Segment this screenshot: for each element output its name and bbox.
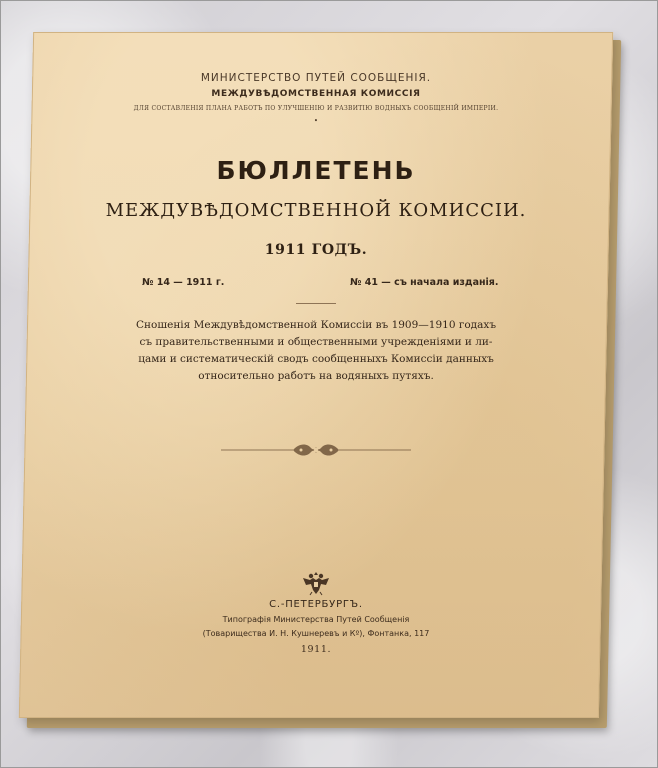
bulletin-year: 1911 ГОДЪ. — [264, 242, 368, 258]
double-headed-eagle-icon — [301, 570, 331, 596]
small-ornament-icon: • — [313, 117, 319, 125]
cover-content — [26, 32, 606, 718]
description-block — [81, 317, 551, 385]
commission-heading: МЕЖДУВѢДОМСТВЕННАЯ КОМИССІЯ — [211, 89, 421, 99]
issue-since-start: № 41 — съ начала изданія. — [350, 277, 499, 288]
divider-rule — [296, 303, 336, 304]
description-line: съ правительственными и общественными учрежденіями и ли- — [139, 336, 493, 348]
bulletin-subtitle: МЕЖДУВѢДОМСТВЕННОЙ КОМИССІИ. — [105, 200, 527, 221]
imprint-printer: Типографія Министерства Путей Сообщенія — [222, 615, 410, 624]
description-line: Сношенія Междувѣдомственной Комиссіи въ 1909—1910 годахъ — [135, 319, 496, 331]
imprint-year: 1911. — [300, 644, 332, 655]
pamphlet-cover — [19, 32, 613, 718]
issue-number: № 14 — 1911 г. — [142, 277, 225, 288]
ministry-heading: МИНИСТЕРСТВО ПУТЕЙ СООБЩЕНІЯ. — [200, 72, 432, 84]
decorative-ornament-icon — [221, 440, 411, 460]
bulletin-title: БЮЛЛЕТЕНЬ — [216, 156, 416, 185]
description-line: относительно работъ на водяныхъ путяхъ. — [198, 370, 434, 382]
imprint-address: (Товарищества И. Н. Кушнеревъ и Кº), Фонтанка, 117 — [202, 629, 430, 638]
description-line: цами и систематическій сводъ сообщенныхъ Комиссіи данныхъ — [138, 353, 494, 365]
commission-purpose: ДЛЯ СОСТАВЛЕНІЯ ПЛАНА РАБОТЪ ПО УЛУЧШЕНІЮ И РАЗВИТІЮ ВОДНЫХЪ СООБЩЕНІЙ ИМПЕРІИ. — [133, 105, 499, 112]
imprint-city: С.-ПЕТЕРБУРГЪ. — [269, 599, 363, 610]
